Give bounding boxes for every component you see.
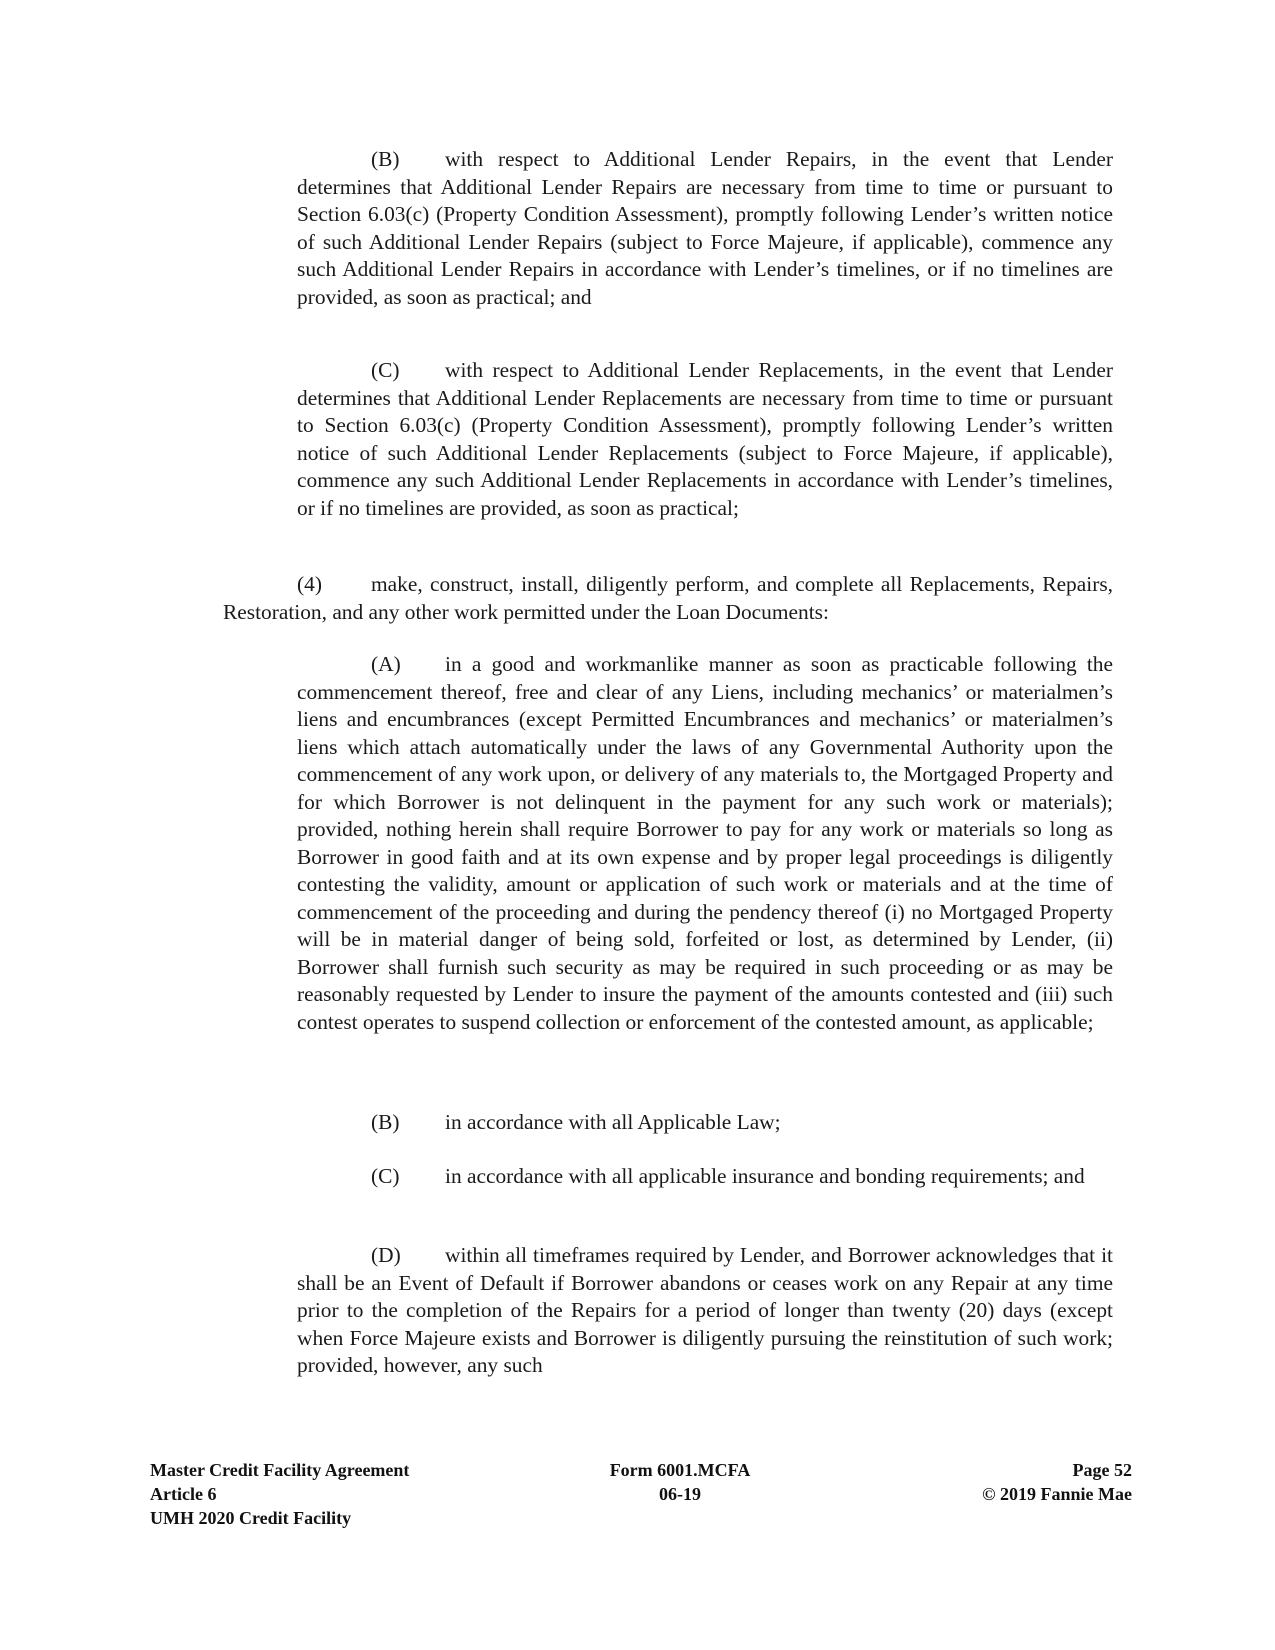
footer-copyright: © 2019 Fannie Mae	[982, 1484, 1132, 1504]
paragraph-4-complete-work	[223, 571, 1113, 626]
paragraph-label: (B)	[371, 1110, 400, 1134]
paragraph-c-additional-lender-replacements	[297, 357, 1113, 522]
paragraph-b-applicable-law	[297, 1109, 1113, 1137]
paragraph-d-timeframes	[297, 1242, 1113, 1380]
paragraph-text: in a good and workmanlike manner as soon as practicable following the commencement thereof, free and clear of any Liens, including mechanics’ or materialmen’s liens and encumbrances (except Permitted Encumbrances and mechanics’ or materialmen’s liens which attach automatically under the laws of any Governmental Authority upon the commencement of any work upon, or delivery of any materials to, the Mortgaged Property and for which Borrower is not delinquent in the payment for any such work or materials); provided, nothing herein shall require Borrower to pay for any work or materials so long as Borrower in good faith and at its own expense and by proper legal proceedings is diligently contesting the validity, amount or application of such work or materials and at the time of commencement of the proceeding and during the pendency thereof (i) no Mortgaged Property will be in material danger of being sold, forfeited or lost, as determined by Lender, (ii) Borrower shall furnish such security as may be required in such proceeding or as may be reasonably requested by Lender to insure the payment of the amounts contested and (iii) such contest operates to suspend collection or enforcement of the contested amount, as applicable;	[297, 652, 1113, 1034]
footer-center	[560, 1458, 800, 1506]
paragraph-text: make, construct, install, diligently perform, and complete all Replacements, Repairs, Restoration, and any other work permitted under the Loan Documents:	[223, 572, 1113, 624]
paragraph-text: within all timeframes required by Lender, and Borrower acknowledges that it shall be an Event of Default if Borrower abandons or ceases work on any Repair at any time prior to the completion of the Repairs for a period of longer than twenty (20) days (except when Force Majeure exists and Borrower is diligently pursuing the reinstitution of such work; provided, however, any such	[297, 1243, 1113, 1377]
paragraph-text: with respect to Additional Lender Repairs, in the event that Lender determines that Additional Lender Repairs are necessary from time to time or pursuant to Section 6.03(c) (Property Condition Assessment), promptly following Lender’s written notice of such Additional Lender Repairs (subject to Force Majeure, if applicable), commence any such Additional Lender Repairs in accordance with Lender’s timelines, or if no timelines are provided, as soon as practical; and	[297, 147, 1113, 309]
footer-page-number: Page 52	[1072, 1460, 1132, 1480]
footer-form-number: Form 6001.MCFA	[609, 1460, 751, 1480]
footer-right	[870, 1458, 1132, 1506]
paragraph-label: (B)	[371, 147, 400, 171]
paragraph-b-additional-lender-repairs	[297, 146, 1113, 311]
footer-article: Article 6	[150, 1484, 217, 1504]
paragraph-label: (4)	[297, 572, 322, 596]
footer-agreement-title: Master Credit Facility Agreement	[150, 1460, 410, 1480]
paragraph-label: (D)	[371, 1243, 401, 1267]
footer-left	[150, 1458, 510, 1530]
paragraph-text: with respect to Additional Lender Replacements, in the event that Lender determines that Additional Lender Replacements are necessary from time to time or pursuant to Section 6.03(c) (Property Condition Assessment), promptly following Lender’s written notice of such Additional Lender Replacements (subject to Force Majeure, if applicable), commence any such Additional Lender Replacements in accordance with Lender’s timelines, or if no timelines are provided, as soon as practical;	[297, 358, 1113, 520]
paragraph-text: in accordance with all Applicable Law;	[445, 1110, 781, 1134]
paragraph-c-insurance-bonding	[297, 1163, 1113, 1191]
paragraph-a-workmanlike-manner	[297, 651, 1113, 1036]
footer-facility-name: UMH 2020 Credit Facility	[150, 1508, 352, 1528]
paragraph-label: (C)	[371, 1164, 400, 1188]
paragraph-label: (C)	[371, 358, 400, 382]
footer-form-date: 06-19	[659, 1484, 701, 1504]
paragraph-text: in accordance with all applicable insurance and bonding requirements; and	[445, 1164, 1085, 1188]
paragraph-label: (A)	[371, 652, 401, 676]
